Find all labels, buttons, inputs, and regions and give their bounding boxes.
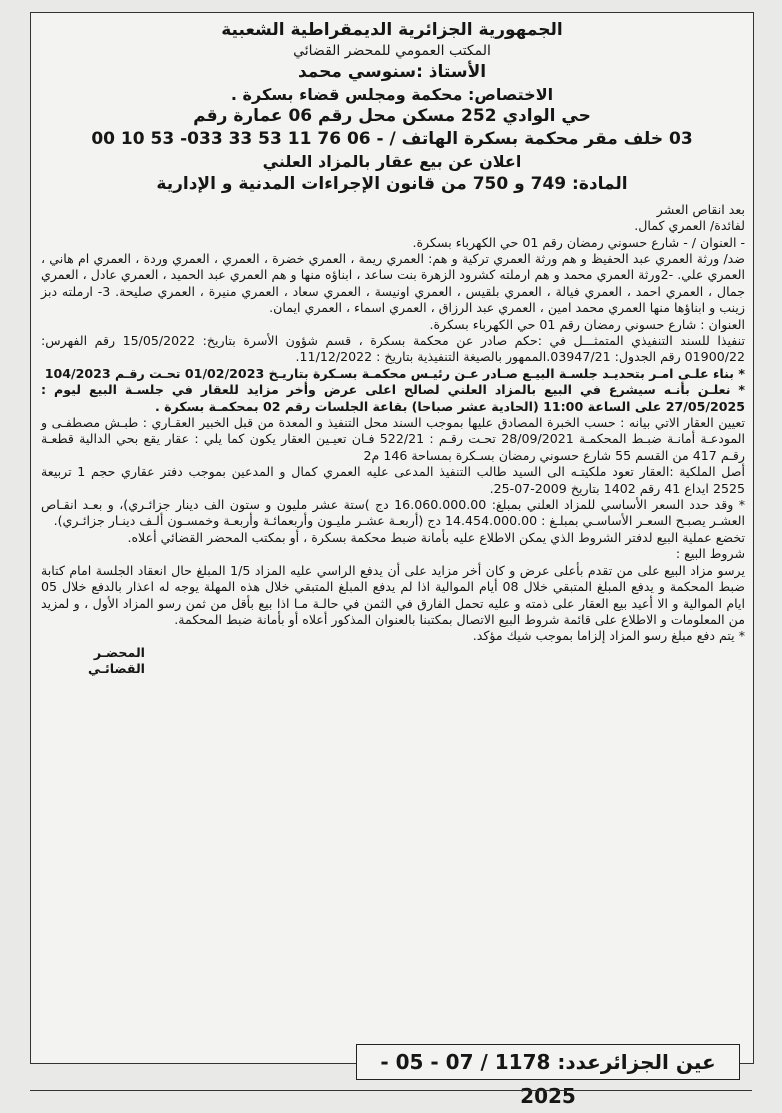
sale-announcement: * نعلـن بأنـه سيشرع في البيع بالمزاد العلني لصالح اعلى عرض وأخر مزايد للعقار في جلسـة البيع ليوم : 27/05/2025 على الساعة 11:00 (الحادية عشر صباحا) بقاعة الجلسات رقم 02 بمحكمـة بسكرة .: [41, 382, 745, 414]
defendants-address: العنوان : شارع حسوني رمضان رقم 01 حي الكهرباء بسكرة.: [429, 316, 745, 332]
office-title: المكتب العمومي للمحضر القضائي: [293, 42, 491, 59]
reduction-note: بعد انقاص العشر: [656, 201, 745, 217]
notice-title: اعلان عن بيع عقار بالمزاد العلني: [262, 152, 522, 172]
beneficiary-address: - العنوان / - شارع حسوني رمضان رقم 01 حي الكهرباء بسكرة.: [412, 234, 745, 250]
publication-reference: عين الجزائرعدد: 1178 / 07 - 05 - 2025: [356, 1044, 740, 1080]
republic-title: الجمهورية الجزائرية الديمقراطية الشعبية: [221, 20, 563, 40]
address-line: حي الوادي 252 مسكن محل رقم 06 عمارة رقم: [193, 106, 591, 127]
notice-body: [31, 196, 753, 678]
sale-terms-heading: شروط البيع :: [675, 546, 745, 562]
phone-line: 03 خلف مقر محكمة بسكرة الهاتف / - 06 76 11 53 33 033- 53 10 00: [91, 129, 693, 150]
defendants: ضد/ ورثة العمري عبد الحفيظ و هم ورثة العمري تركية و هم: العمري ريمة ، العمري خضرة ، العمري ، العمري وردة ، العمري ام هاني ، العمري علي. -2ورثة العمري محمد و هم ارملته كشرود الزهرة بنت ساعد ، ابناؤه منها و هم العمري عبد الحميد ، العمري عادل ، العمري جمال ، العمري احمد ، العمري فيالة ، العمري بلقيس ، العمري اونيسة ، العمري سعاد ، العمري منيرة ، العمري صليحة. 3- ارملته دبز زينب و ابناؤها منها العمري محمد امين ، العمري عبد الرزاق ، العمري اسماء ، العمري ايمان.: [41, 250, 745, 316]
ownership-origin: أصل الملكية :العقار تعود ملكيتـه الى السيد طالب التنفيذ المدعى عليه العمري كمال و المدعين بموجب دفتر عقاري حجم 1 تربيعة 2525 ايداع 41 رقم 1402 بتاريخ 2009-07-25.: [41, 464, 745, 496]
sale-terms: يرسو مزاد البيع على من تقدم بأعلى عرض و كان أخر مزايد على أن يدفع الراسي عليه المزاد 1/5 المبلغ حال انعقاد الجلسة امام كتابة ضبط المحكمة و يدفع المبلغ المتبقي خلال 08 أيام الموالية اذا لم يدفع المبلغ المتبقي خلال هذه المهلة يوجه له اعذار بالدفع خلال 05 ايام الموالية و الا أعيد بيع العقار على ذمته و عليه تحمل الفارق في الثمن في حالـة مـا اذا بيع بأقل من ثمن رسو المزاد الأول ، و لمزيد من المعلومات و الاطلاع على قائمة شروط البيع الاتصال بمكتبنا بالعنوان المذكور أعلاه أو بأمانة ضبط المحكمة.: [41, 562, 746, 627]
next-notice-edge: [30, 1090, 752, 1111]
jurisdiction: الاختصاص: محكمة ومجلس قضاء بسكرة .: [230, 84, 554, 104]
signature: المحضـر القضائـي: [87, 644, 145, 677]
bailiff-name: الأستاذ :سنوسي محمد: [297, 61, 487, 82]
session-order: * بناء علـى امـر بتحديـد جلسـة البيـع صـادر عـن رئيـس محكمـة بسـكرة بتاريـخ 01/02/2023 تحـت رقـم 104/2023: [44, 365, 745, 381]
conditions-booklet: تخضع عملية البيع لدفتر الشروط الذي يمكن الاطلاع عليه بأمانة ضبط محكمة بسكرة ، أو بمكتب المحضر القضائي أعلاه.: [127, 529, 745, 545]
legal-articles: المادة: 749 و 750 من قانون الإجراءات المدنية و الإدارية: [156, 173, 628, 194]
executive-title: تنفيذا للسند التنفيذي المتمثـــل في :حكم صادر عن محكمة بسكرة ، قسم شؤون الأسرة بتاريخ: 15/05/2022 رقم الفهرس: 01900/22 رقم الجدول: 03947/21.الممهور بالصيغة التنفيذية بتاريخ : 11/12/2022.: [41, 333, 745, 365]
notice-header: [31, 13, 753, 196]
payment-method: * يتم دفع مبلغ رسو المزاد إلزاما بموجب شيك مؤكد.: [472, 628, 745, 644]
notice-frame: [30, 12, 754, 1064]
beneficiary: لفائدة/ العمري كمال.: [634, 218, 745, 234]
property-description: تعيين العقار الاتي بيانه : حسب الخبرة المصادق عليها بموجب السند محل التنفيذ و المعدة من قبل الخبير العقـاري : طبـش مصطفـى و المودعـة أمانـة ضبـط المحكمـة 28/09/2021 تحـت رقـم : 522/21 فـان تعيـين العقار يكون كما يلي : عقار يقع بحي الدالية قطعـة رقـم 417 من القسم 55 شارع حسوني رمضان بسـكرة بمساحة 146 م2: [41, 415, 746, 463]
base-price: * وقد حدد السعر الأساسي للمزاد العلني بمبلغ: 16.060.000.00 دج )ستة عشر مليون و ستون الف دينار جزائـري)، و بعـد انقـاص العشـر يصبـح السعـر الأساسـي بمبلـغ : 14.454.000.00 دج (أربعـة عشـر مليـون وأربعمائـة وأربعـة وخمسـون ألـف دينـار جزائـري).: [41, 497, 745, 529]
